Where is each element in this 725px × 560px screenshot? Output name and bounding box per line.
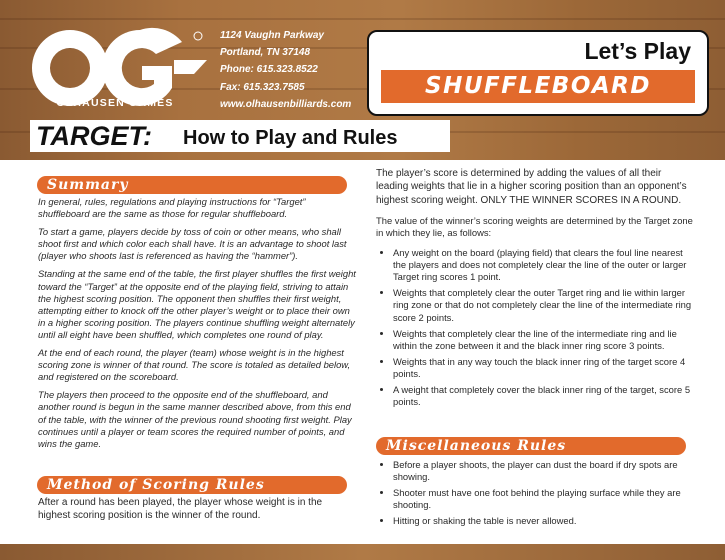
page-title: TARGET:	[36, 121, 152, 151]
page-subtitle: How to Play and Rules	[183, 127, 398, 149]
misc-section	[376, 459, 694, 531]
scoring-list-item: • Weights that in any way touch the black inner ring of the target score 4 points.	[393, 356, 694, 380]
summary-paragraph: The players then proceed to the opposite end of the shuffleboard, and another round is begun in the same manner described above, from this end of the table, with the winner of the previous round shooting first weight. Play continues until a player or team scores the required number of points, and wins the game.	[38, 389, 352, 449]
phone-number: Phone: 615.323.8522	[220, 64, 318, 76]
misc-list	[376, 459, 694, 527]
footer-wood-strip	[0, 544, 725, 560]
summary-paragraph: In general, rules, regulations and playing instructions for “Target” shuffleboard are the same as those for regular shuffleboard.	[38, 196, 306, 220]
scoring-list	[376, 247, 694, 408]
summary-section	[38, 196, 356, 456]
game-title-box	[367, 30, 709, 116]
website-link[interactable]: www.olhausenbilliards.com	[220, 98, 352, 110]
summary-heading: Summary	[37, 176, 347, 194]
summary-paragraph: To start a game, players decide by toss of coin or other means, who shall shoot first and which color each shall have. It is an advantage to shoot last (player who shoots last is referenced as having the “hammer”).	[38, 226, 347, 262]
scoring-list-item: • Weights that completely clear the outer Target ring and lie within larger ring zone or that do not completely clear the line of the intermediate ring score 2 points.	[393, 287, 694, 323]
contact-info	[220, 27, 351, 113]
lets-play-label: Let’s Play	[584, 38, 691, 64]
method-heading: Method of Scoring Rules	[37, 476, 347, 494]
method-section	[38, 496, 348, 528]
misc-list-item: • Shooter must have one foot behind the playing surface while they are shooting.	[393, 487, 694, 511]
scoring-section	[376, 167, 694, 412]
header-banner	[0, 0, 725, 160]
summary-paragraph: At the end of each round, the player (team) whose weight is in the highest scoring zone is winner of that round. The score is totaled as detailed below, and registered on the scoreboard.	[38, 347, 351, 383]
logo-tagline: OLHAUSEN GAMES	[56, 97, 174, 109]
misc-list-item: • Hitting or shaking the table is never allowed.	[393, 515, 694, 527]
wood-grain	[0, 18, 725, 20]
scoring-paragraph: The value of the winner’s scoring weights are determined by the Target zone in which they lie, as follows:	[376, 214, 693, 238]
misc-list-item: • Before a player shoots, the player can dust the board if dry spots are showing.	[393, 459, 694, 483]
scoring-list-item: • A weight that completely cover the black inner ring of the target, score 5 points.	[393, 384, 694, 408]
address-line-2: Portland, TN 37148	[220, 47, 311, 59]
scoring-list-item: • Weights that completely clear the line of the intermediate ring and lie within the zone between it and the black inner ring score 3 points.	[393, 328, 694, 352]
summary-paragraph: Standing at the same end of the table, the first player shuffles the first weight toward the “Target” at the opposite end of the playing field, striving to attain the highest scoring position. The opponent then shuffles their first weight, attempting either to knock off the other player’s weight or to place their own in a higher scoring position. The players continue shuffling weight alternately until all eight have been shuffled, which completes one round of play.	[38, 268, 356, 340]
misc-heading: Miscellaneous Rules	[376, 437, 686, 455]
game-name-banner: SHUFFLEBOARD	[381, 70, 695, 103]
scoring-list-item: • Any weight on the board (playing field) that clears the foul line nearest the players and does not completely clear the line of the outer or larger Target ring scores 1 point.	[393, 247, 694, 283]
fax-number: Fax: 615.323.7585	[220, 81, 305, 93]
method-paragraph: After a round has been played, the player whose weight is in the highest scoring position is the winner of the round.	[38, 497, 323, 521]
scoring-paragraph: The player’s score is determined by adding the values of all their leading weights that lie in a higher scoring position than an opponent’s highest scoring weight. ONLY THE WINNER SCORES IN A ROUND.	[376, 168, 687, 206]
address-line-1: 1124 Vaughn Parkway	[220, 30, 324, 41]
page-title-bar	[30, 120, 450, 152]
